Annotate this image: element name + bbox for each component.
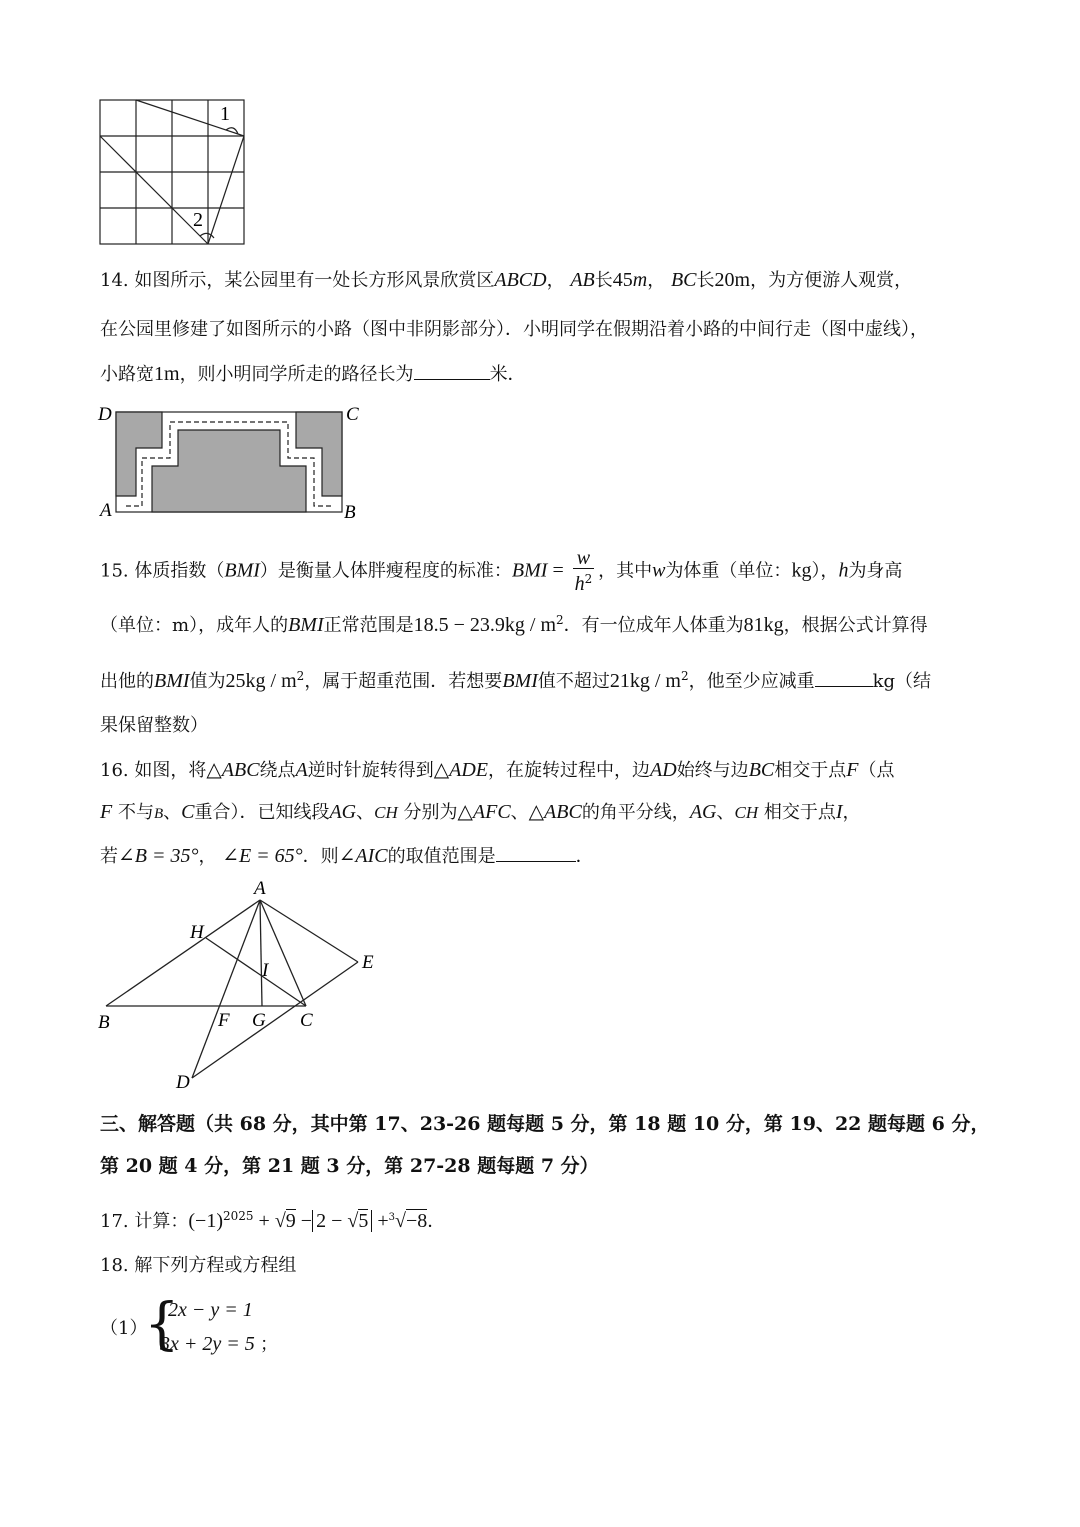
equation-1: 2x − y = 1 (168, 1299, 253, 1321)
q15-line3: 出他的BMI值为$25kg / m^2$，属于超重范围．若想要BMI值不超过$21kg / m^2$，他至少应减重 kg（结 (100, 669, 932, 692)
q17-line: 17. 计算：$(-1)^{2025} + √9 - 2 - √5 +^3√-8$． (100, 1209, 446, 1232)
point-c-label: C (346, 404, 359, 425)
system-brace: { (144, 1292, 180, 1357)
q14-line1: 14. 如图所示，某公园里有一处长方形风景欣赏区ABCD， AB长45m， BC长20m，为方便游人观赏， (100, 269, 913, 291)
angle-1-label: 1 (220, 103, 230, 125)
q13-grid-figure (98, 98, 248, 246)
point-f-label: F (218, 1010, 230, 1031)
q18-title: 18. 解下列方程或方程组 (100, 1255, 297, 1276)
q16-line1: 16. 如图，将△ABC绕点A逆时针旋转得到△ADE，在旋转过程中，边AD始终与边BC相交于点F（点 (100, 759, 895, 781)
q15-line1: 15. 体质指数（BMI）是衡量人体胖瘦程度的标准：BMI = $\frac{w}{h^2}$ ，其中w为体重（单位：kg），h为身高 (100, 547, 903, 595)
q15-line2: （单位：m），成年人的BMI正常范围是$18.5 - 23.9kg / m^2$．有一位成年人体重为81kg，根据公式计算得 (100, 613, 928, 636)
angle-2-label: 2 (193, 209, 203, 231)
q15-line4: 果保留整数） (100, 715, 208, 736)
point-c-label: C (300, 1010, 313, 1031)
bmi-fraction: $\frac{w}{h^2}$ (574, 547, 593, 595)
point-e-label: E (362, 952, 374, 973)
point-g-label: G (252, 1010, 266, 1031)
section3-heading-line2: 第 20 题 4 分，第 21 题 3 分，第 27-28 题每题 7 分） (100, 1155, 599, 1177)
point-a-label: A (100, 500, 112, 521)
point-b-label: B (98, 1012, 110, 1033)
q14-line2: 在公园里修建了如图所示的小路（图中非阴影部分）．小明同学在假期沿着小路的中间行走（图中虚线）， (100, 319, 928, 340)
point-h-label: H (190, 922, 204, 943)
section3-heading-line1: 三、解答题（共 68 分，其中第 17、23-26 题每题 5 分，第 18 题 10 分，第 19、22 题每题 6 分， (100, 1113, 990, 1135)
q18-system-1: （1） { 2x − y = 1 3x + 2y = 5 ； (100, 1296, 400, 1360)
point-i-label: I (262, 960, 269, 981)
point-d-label: D (176, 1072, 190, 1092)
q14-park-figure (96, 400, 366, 524)
q16-answer-blank[interactable] (496, 843, 576, 862)
q15-answer-blank[interactable] (815, 668, 873, 687)
q14-answer-blank[interactable] (414, 361, 490, 380)
equation-2: 3x + 2y = 5 (160, 1333, 255, 1355)
point-b-label: B (344, 502, 356, 523)
point-d-label: D (98, 404, 112, 425)
q16-triangle-figure (94, 878, 384, 1092)
q14-line3: 小路宽1m，则小明同学所走的路径长为 米． (100, 363, 526, 385)
q16-line3: 若∠B = 35°， ∠E = 65°．则∠AIC的取值范围是 ． (100, 845, 594, 867)
q16-line2: F 不与B、C重合）．已知线段AG、CH 分别为△AFC、△ABC的角平分线，AG、CH 相交于点I， (100, 801, 861, 823)
point-a-label: A (254, 878, 266, 899)
